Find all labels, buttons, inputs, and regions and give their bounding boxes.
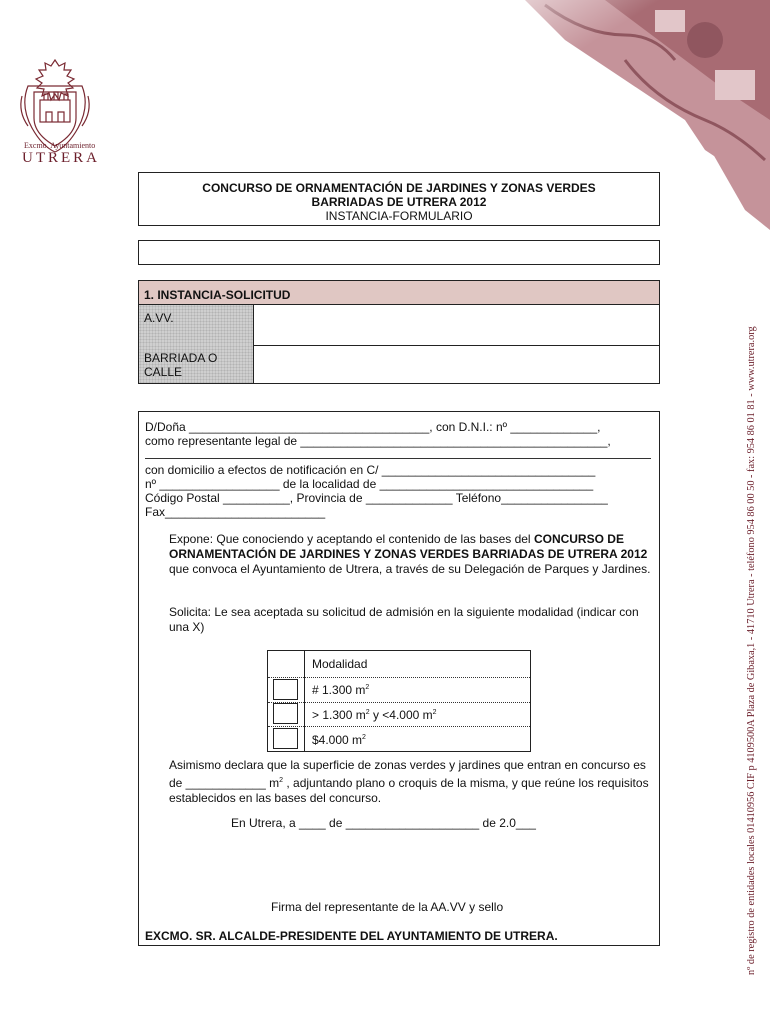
option-3-sup: 2 [362,734,366,741]
asimismo-text-b: , adjuntando plano o croquis de la misma, y que reúne los requisitos establecidos en las bases del concurso. [169,776,649,805]
section-instancia-solicitud [138,280,660,384]
modalidad-option-2 [304,708,530,722]
modalidad-header: Modalidad [312,657,368,671]
title-line-3: INSTANCIA-FORMULARIO [325,209,473,223]
main-form-box [138,411,660,946]
form-line-fax[interactable]: Fax________________________ [145,505,326,519]
form-line-locality[interactable]: nº __________________ de la localidad de ________________________________ [145,477,594,491]
checkbox-option-2[interactable] [273,703,298,724]
expone-paragraph [169,532,655,577]
date-line[interactable]: En Utrera, a ____ de ____________________ de 2.0___ [231,816,536,830]
signature-label: Firma del representante de la AA.VV y sello [271,900,504,914]
logo-caption: Excmo. Ayuntamiento [24,141,96,150]
modalidad-option-1 [304,683,530,697]
checkbox-option-1[interactable] [273,679,298,700]
option-2-text-b: y <4.000 m [369,708,433,722]
modalidad-option-3 [304,733,530,747]
divider [145,458,651,459]
title-line-1: CONCURSO DE ORNAMENTACIÓN DE JARDINES Y ZONAS VERDES [202,181,596,195]
barriada-label-line2: CALLE [144,365,183,379]
barriada-row [139,345,659,383]
row-separator [268,726,530,727]
asimismo-paragraph [169,758,655,806]
option-2-text-a: > 1.300 m [312,708,366,722]
option-1-text: # 1.300 m [312,683,366,697]
barriada-label [139,345,254,383]
blank-input-box[interactable] [138,240,660,265]
addressee-line: EXCMO. SR. ALCALDE-PRESIDENTE DEL AYUNTAMIENTO DE UTRERA. [145,929,558,943]
form-line-address[interactable]: con domicilio a efectos de notificación en C/ ________________________________ [145,463,596,477]
form-line-name[interactable]: D/Doña ____________________________________, con D.N.I.: nº _____________, [145,420,601,434]
logo-name: UTRERA [22,150,100,166]
title-box [138,172,660,226]
barriada-label-line1: BARRIADA O [144,351,218,365]
option-2-sup-b: 2 [432,709,437,716]
option-2-sup-a: 2 [365,709,370,716]
section-heading: 1. INSTANCIA-SOLICITUD [139,281,659,305]
avv-row [139,305,659,346]
expone-text-c: que convoca el Ayuntamiento de Utrera, a través de su Delegación de Parques y Jardines. [169,562,651,576]
option-3-text: $4.000 m [312,733,363,747]
form-line-representative[interactable]: como representante legal de ______________________________________________, [145,434,611,448]
row-separator [268,677,530,678]
expone-text-bold: CONCURSO DE ORNAMENTACIÓN DE JARDINES Y ZONAS VERDES BARRIADAS DE UTRERA 2012 [169,532,648,561]
modalidad-table [267,650,531,752]
avv-label: A.VV. [139,305,254,345]
option-1-sup: 2 [365,684,370,691]
form-line-postal[interactable]: Código Postal __________, Provincia de _____________ Teléfono________________ [145,491,608,505]
expone-text-a: Expone: Que conociendo y aceptando el contenido de las bases del [169,532,534,546]
solicita-paragraph: Solicita: Le sea aceptada su solicitud de admisión en la siguiente modalidad (indicar con una X) [169,605,639,634]
checkbox-option-3[interactable] [273,728,298,749]
barriada-field[interactable] [255,345,659,383]
asimismo-text-a: Asimismo declara que la superficie de zonas verdes y jardines que entran en concurso es de ____________ m [169,758,646,790]
asimismo-sup: 2 [279,777,284,784]
avv-field[interactable] [255,305,659,345]
side-address-text: nº de registro de entidades locales 01410956 CIF p 4109500A Plaza de Gibaxa,1 - 41710 Utrera - teléfono 954 86 00 50 - fax: 954 86 01 81 - www.utrera.org [746,326,757,975]
title-line-2: BARRIADAS DE UTRERA 2012 [311,195,487,209]
row-separator [268,702,530,703]
